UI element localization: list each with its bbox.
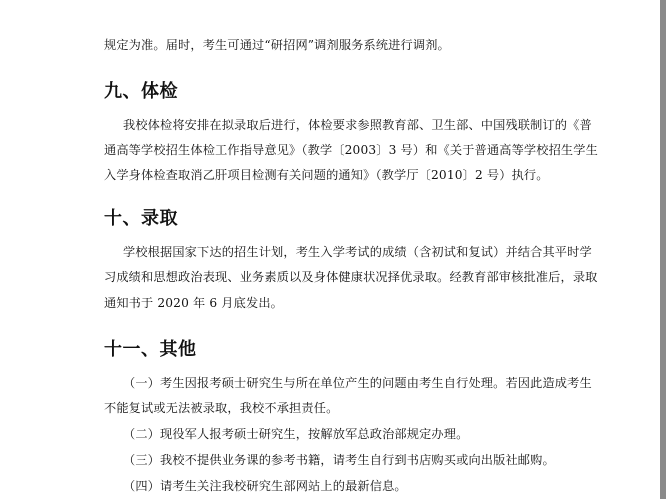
section-heading-physical-exam: 九、体检 <box>104 81 178 102</box>
paragraph-line: 我校体检将安排在拟录取后进行，体检要求参照教育部、卫生部、中国残联制订的《普 <box>123 118 592 132</box>
paragraph-line: 通知书于 2020 年 6 月底发出。 <box>104 296 283 310</box>
paragraph-line: 习成绩和思想政治表现、业务素质以及身体健康状况择优录取。经教育部审核批准后，录取 <box>104 270 598 284</box>
viewer-scrollbar-edge[interactable] <box>660 0 666 499</box>
intro-tail-text: 规定为准。届时，考生可通过“研招网”调剂服务系统进行调剂。 <box>104 38 450 52</box>
paragraph-line: （三）我校不提供业务课的参考书籍，请考生自行到书店购买或向出版社邮购。 <box>123 453 555 467</box>
paragraph-line: （二）现役军人报考硕士研究生，按解放军总政治部规定办理。 <box>123 427 469 441</box>
paragraph-line: 学校根据国家下达的招生计划，考生入学考试的成绩（含初试和复试）并结合其平时学 <box>123 245 592 259</box>
paragraph-line: （一）考生因报考硕士研究生与所在单位产生的问题由考生自行处理。若因此造成考生 <box>123 376 592 390</box>
paragraph-line: 不能复试或无法被录取，我校不承担责任。 <box>104 401 339 415</box>
paragraph-line: 入学身体检查取消乙肝项目检测有关问题的通知》（教学厅〔2010〕2 号）执行。 <box>104 168 549 182</box>
paragraph-line: 通高等学校招生体检工作指导意见》（教学〔2003〕3 号）和《关于普通高等学校招生学生 <box>104 143 598 157</box>
paragraph-line: （四）请考生关注我校研究生部网站上的最新信息。 <box>123 479 407 493</box>
section-heading-other: 十一、其他 <box>104 339 197 360</box>
section-heading-admission: 十、录取 <box>104 208 178 229</box>
